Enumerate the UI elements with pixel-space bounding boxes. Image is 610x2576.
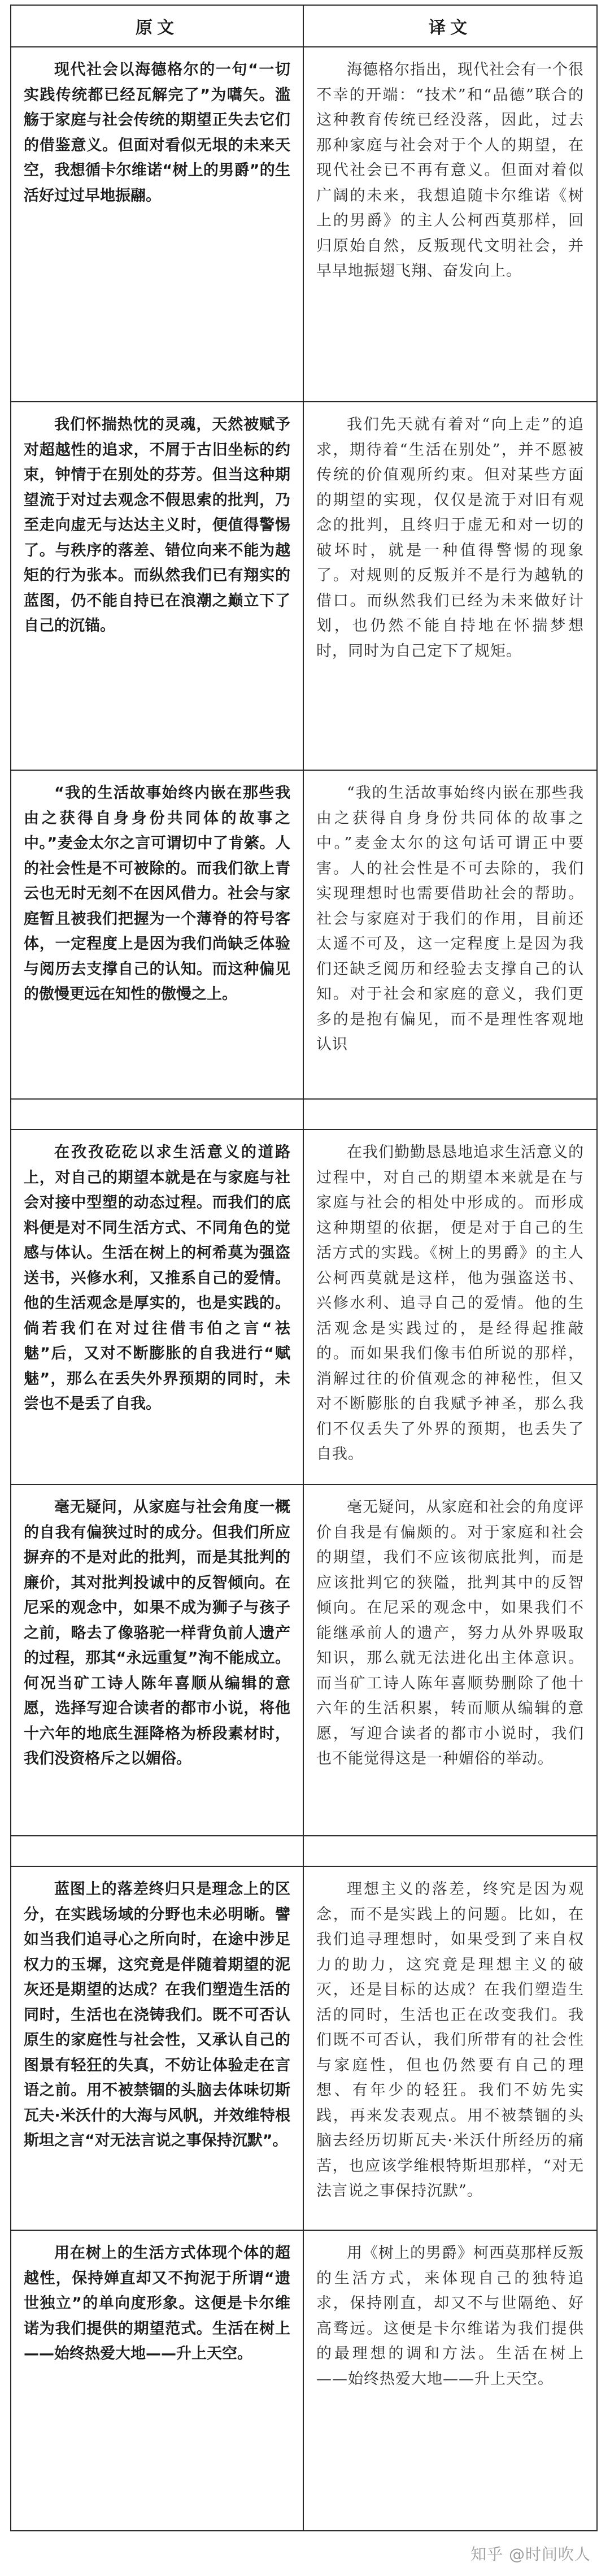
table-row xyxy=(11,2231,596,2530)
source-paragraph: 蓝图上的落差终归只是理念上的区分，在实践场域的分野也未必明晰。譬如当我们追寻心之所向时，在途中涉足权力的玉墀，这究竟是伴随着期望的泥灰还是期望的达成？在我们塑造生活的同时，生活也在浇铸我们。既不可否认原生的家庭性与社会性，又承认自己的图景有轻狂的失真，不妨让体验走在言语之前。用不被禁锢的头脑去体味切斯瓦夫·米沃什的大海与风帆，并效维特根斯坦之言“对无法言说之事保持沉默”。 xyxy=(11,1867,304,2230)
translation-paragraph: 理想主义的落差，终究是因为观念，而不是实践上的问题。比如，在我们追寻理想时，如果受到了来自权力的助力，这究竟是理想主义的破灭，还是目标的达成？在我们塑造生活的同时，生活也正在改变我们。我们既不可否认，我们所带有的社会性与家庭性，但也仍然要有自己的理想、有年少的轻狂。我们不妨先实践，再来发表观点。用不被禁锢的头脑去经历切斯瓦夫·米沃什所经历的痛苦，也应该学维根特斯坦那样，“对无法言说之事保持沉默”。 xyxy=(316,1880,584,2200)
translation-paragraph: 我们先天就有着对“向上走”的追求，期待着“生活在别处”，并不愿被传统的价值观所约束。但对某些方面的期望的实现，仅仅是流于对旧有观念的批判，且终归于虚无和对一切的破坏时，就是一种值得警惕的现象了。对规则的反叛并不是行为越轨的借口。而纵然我们已经为未来做好计划，也仍然不能自持地在怀揣梦想时，同时为自己定下了规矩。 xyxy=(316,416,584,660)
zhihu-watermark: 知乎 @时间吹人 xyxy=(470,2545,591,2564)
table-row xyxy=(11,771,596,1100)
source-paragraph: 我们怀揣热忱的灵魂，天然被赋予对超越性的追求，不屑于古旧坐标的约束，钟情于在别处的芬芳。但当这种期望流于对过去观念不假思索的批判，乃至走向虚无与达达主义时，便值得警惕了。与秩序的落差、错位向来不能为越矩的行为张本。而纵然我们已有翔实的蓝图，仍不能自持已在浪潮之巅立下了自己的沉锚。 xyxy=(11,402,304,770)
translation-paragraph: “我的生活故事始终内嵌在那些我由之获得自身身份共同体的故事之中。”麦金太尔的这句话可谓正中要害。人的社会性是不可去除的，我们实现理想时也需要借助社会的帮助。社会与家庭对于我们的作用，目前还太遥不可及，这一定程度上是因为我们还缺乏阅历和经验去支撑自己的认知。对于社会和家庭的意义，我们更多的是抱有偏见，而不是理性客观地认识 xyxy=(316,784,584,1053)
table-row xyxy=(11,47,596,402)
row-spacer xyxy=(11,1100,596,1130)
spacer-cell xyxy=(304,1100,596,1129)
row-spacer xyxy=(11,1836,596,1867)
translation-paragraph: 在我们勤勤恳恳地追求生活意义的过程中，对自己的期望本来就是在与家庭与社会的相处中形成的。而形成这种期望的依据，便是对于自己的生活方式的实践。《树上的男爵》的主人公柯西莫就是这样，他为强盗送书、兴修水利、追寻自己的爱情。他的生活观念是实践过的，是经得起推敲的。而如果我们像韦伯所说的那样，消解过往的价值观念的神秘性，但又对不断膨胀的自我赋予神圣，那么我们不仅丢失了外界的预期，也丢失了自我。 xyxy=(316,1144,584,1463)
table-row xyxy=(11,1867,596,2231)
source-paragraph: “我的生活故事始终内嵌在那些我由之获得自身身份共同体的故事之中。”麦金太尔之言可谓切中了肯綮。人的社会性是不可被除的。而我们欲上青云也无时无刻不在因风借力。社会与家庭暂且被我们把握为一个薄脊的符号客体，一定程度上是因为我们尚缺乏体验与阅历去支撑自己的认知。而这种偏见的傲慢更远在知性的傲慢之上。 xyxy=(11,771,304,1098)
translation-column-header: 译文 xyxy=(429,18,472,38)
source-paragraph: 毫无疑问，从家庭与社会角度一概的自我有偏狭过时的成分。但我们所应摒弃的不是对此的批判，而是其批判的廉价，其对批判投诚中的反智倾向。在尼采的观念中，如果不成为狮子与孩子之前，略去了像骆驼一样背负前人遗产的过程，那其“永远重复”洵不能成立。何况当矿工诗人陈年喜顺从编辑的意愿，选择写迎合读者的都市小说，将他十六年的地底生涯降格为桥段素材时，我们没资格斥之以媚俗。 xyxy=(11,1485,304,1835)
source-column-header: 原文 xyxy=(11,6,304,46)
table-row xyxy=(11,1130,596,1485)
source-paragraph: 用在树上的生活方式体现个体的超越性，保持婵直却又不拘泥于所谓“遗世独立”的单向度形象。这便是卡尔维诺为我们提供的期望范式。生活在树上——始终热爱大地——升上天空。 xyxy=(11,2231,304,2530)
spacer-cell xyxy=(304,1836,596,1866)
translation-paragraph: 用《树上的男爵》柯西莫那样反叛的生活方式，来体现自己的独特追求，保持刚直，却又不与世隔绝、好高骛远。这便是卡尔维诺为我们提供的最理想的调和方法。生活在树上——始终热爱大地——升上天空。 xyxy=(316,2244,584,2388)
source-paragraph: 在孜孜矻矻以求生活意义的道路上，对自己的期望本就是在与家庭与社会对接中型塑的动态过程。而我们的底料便是对不同生活方式、不同角色的觉感与体认。生活在树上的柯希莫为强盗送书，兴修水利，又推系自己的爱情。他的生活观念是厚实的，也是实践的。倘若我们在对过往借韦伯之言“祛魅”后，又对不断膨胀的自我进行“赋魅”，那么在丢失外界预期的同时，未尝也不是丢了自我。 xyxy=(11,1130,304,1484)
table-row xyxy=(11,1485,596,1836)
table-header xyxy=(11,6,596,47)
source-paragraph: 现代社会以海德格尔的一句“一切实践传统都已经瓦解完了”为嚆矢。滥觞于家庭与社会传统的期望正失去它们的借鉴意义。但面对看似无垠的未来天空，我想循卡尔维诺“树上的男爵”的生活好过过早地振翮。 xyxy=(11,47,304,401)
table-row xyxy=(11,402,596,771)
comparison-table xyxy=(10,5,598,2531)
spacer-cell xyxy=(11,1836,304,1866)
translation-paragraph: 海德格尔指出，现代社会有一个很不幸的开端：“技术”和“品德”联合的这种教育传统已经没落，因此，过去那种家庭与社会对于个人的期望，在现代社会已不再有意义。但面对着似广阔的未来，我想追随卡尔维诺《树上的男爵》的主人公柯西莫那样，回归原始自然，反叛现代文明社会，并早早地振翅飞翔、奋发向上。 xyxy=(316,61,584,280)
translation-paragraph: 毫无疑问，从家庭和社会的角度评价自我是有偏颇的。对于家庭和社会的期望，我们不应该彻底批判，而是应该批判它的狭隘，批判其中的反智倾向。在尼采的观念中，如果我们不能继承前人的遗产，努力从外界吸取知识，那么就无法进化出主体意识。而当矿工诗人陈年喜顺势删除了他十六年的生活积累，转而顺从编辑的意愿，写迎合读者的都市小说时，我们也不能觉得这是一种媚俗的举动。 xyxy=(316,1498,584,1767)
spacer-cell xyxy=(11,1100,304,1129)
